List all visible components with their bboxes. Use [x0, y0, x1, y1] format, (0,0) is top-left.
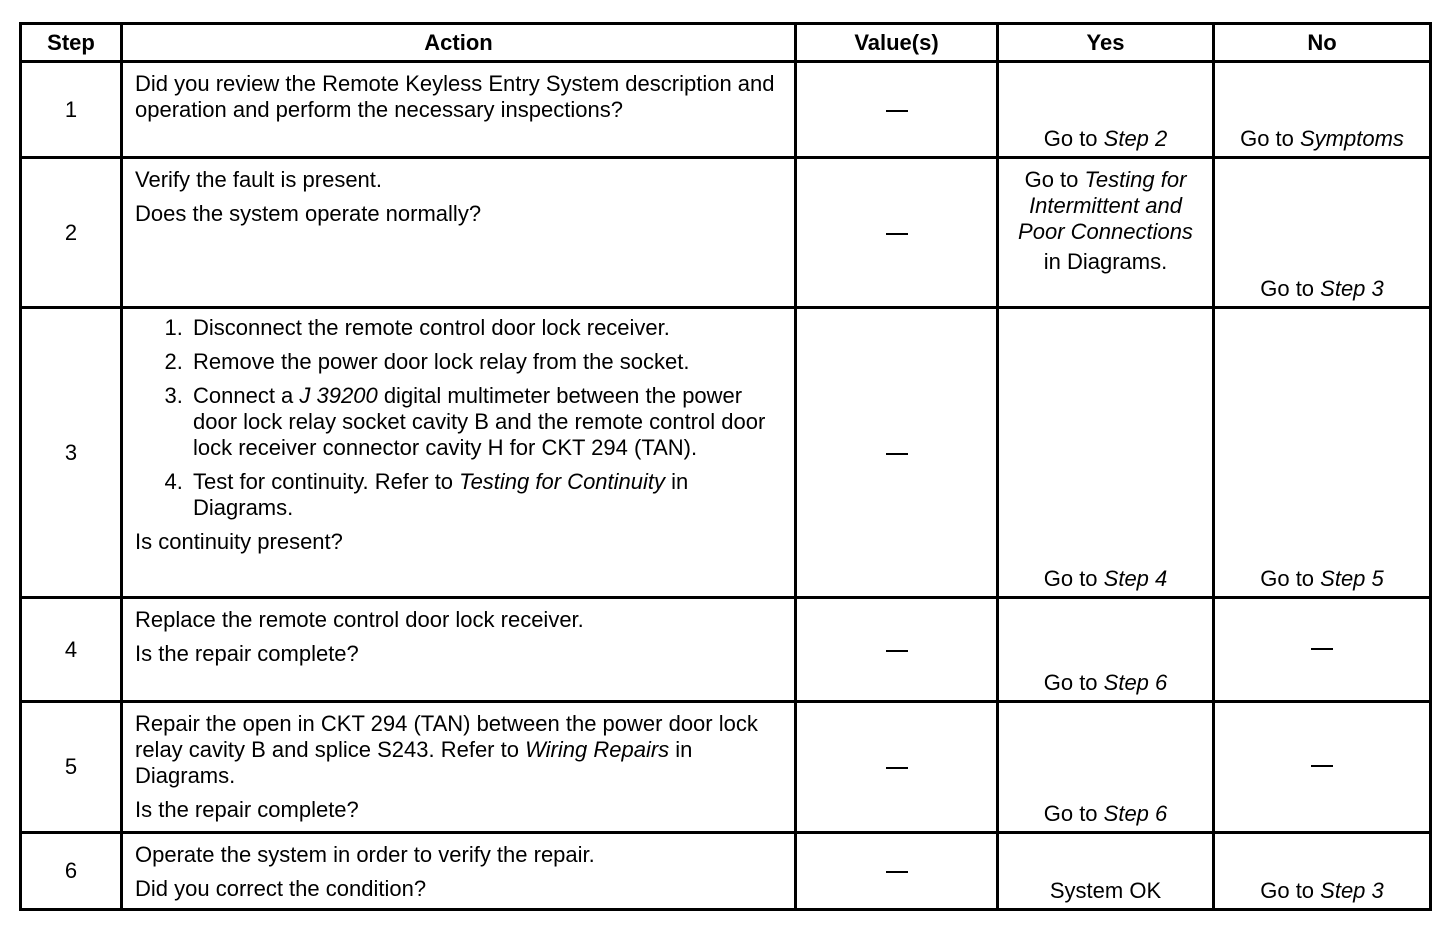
yes-reference: Testing for [1084, 167, 1187, 192]
list-item: 2. Remove the power door lock relay from the socket. [189, 349, 784, 375]
table-header-row [21, 24, 1431, 62]
value-dash [886, 233, 908, 235]
value-dash [886, 453, 908, 455]
no-cell [1214, 702, 1431, 833]
action-text: Operate the system in order to verify the repair. [135, 842, 595, 867]
no-reference: Step 5 [1320, 566, 1384, 591]
yes-result: System OK [1049, 878, 1162, 903]
header-action: Action [122, 24, 796, 62]
step-number: 3 [21, 308, 122, 598]
step-number: 5 [21, 702, 122, 833]
table-row-step-5 [21, 702, 1431, 833]
no-cell: Go to Symptoms [1214, 62, 1431, 158]
no-dash [1311, 765, 1333, 767]
action-question: Did you correct the condition? [135, 876, 427, 901]
no-reference: Symptoms [1300, 126, 1404, 151]
value-dash [886, 110, 908, 112]
table-row-step-2 [21, 158, 1431, 308]
list-item: 1. Disconnect the remote control door lock receiver. [189, 315, 784, 341]
list-item: 3. Connect a J 39200 digital multimeter between the power door lock relay socket cavity B and the remote control door lock receiver connector cavity H for CKT 294 (TAN). [189, 383, 784, 461]
step-number: 1 [21, 62, 122, 158]
value-dash [886, 650, 908, 652]
action-text: Repair the open in CKT 294 (TAN) between the power door lock relay cavity B and splice S243. Refer to Wiring Repairs in Diagrams. [135, 711, 758, 788]
action-cell [122, 598, 796, 702]
header-step: Step [21, 24, 122, 62]
header-yes: Yes [998, 24, 1214, 62]
action-cell [122, 62, 796, 158]
step-number: 4 [21, 598, 122, 702]
action-cell [122, 702, 796, 833]
value-cell [796, 62, 998, 158]
action-cell [122, 158, 796, 308]
no-cell: Go to Step 5 [1214, 308, 1431, 598]
list-item: 4. Test for continuity. Refer to Testing for Continuity in Diagrams. [189, 469, 784, 521]
yes-cell: Go to Step 2 [998, 62, 1214, 158]
no-cell: Go to Step 3 [1214, 158, 1431, 308]
doc-reference: Testing for Continuity [459, 469, 666, 494]
value-cell [796, 158, 998, 308]
no-reference: Step 3 [1320, 878, 1384, 903]
header-no: No [1214, 24, 1431, 62]
procedure-list [135, 315, 784, 521]
no-cell [1214, 598, 1431, 702]
value-cell [796, 702, 998, 833]
action-text: Verify the fault is present. [135, 167, 383, 192]
action-cell [122, 833, 796, 910]
action-question: Is the repair complete? [135, 797, 359, 822]
yes-reference: Step 6 [1103, 670, 1168, 695]
no-reference: Step 3 [1320, 276, 1384, 301]
table-row-step-6 [21, 833, 1431, 910]
action-text: Did you review the Remote Keyless Entry System description and operation and perform the necessary inspections? [135, 71, 775, 122]
tool-reference: J 39200 [299, 383, 378, 408]
yes-reference: Step 4 [1103, 566, 1168, 591]
no-dash [1311, 648, 1333, 650]
step-number: 6 [21, 833, 122, 910]
doc-reference: Wiring Repairs [525, 737, 670, 762]
yes-reference: Step 2 [1103, 126, 1168, 151]
action-text: Replace the remote control door lock receiver. [135, 607, 584, 632]
value-cell [796, 308, 998, 598]
table-row-step-1 [21, 62, 1431, 158]
header-values: Value(s) [796, 24, 998, 62]
action-question: Is continuity present? [135, 529, 343, 554]
diagnostic-table [19, 22, 1432, 911]
action-question: Does the system operate normally? [135, 201, 482, 226]
yes-cell: Go to Step 6 [998, 702, 1214, 833]
table-row-step-4 [21, 598, 1431, 702]
value-cell [796, 598, 998, 702]
table-row-step-3 [21, 308, 1431, 598]
action-question: Is the repair complete? [135, 641, 359, 666]
action-cell [122, 308, 796, 598]
yes-cell: Go to Testing for Intermittent and Poor Connections in Diagrams. [998, 158, 1214, 308]
no-cell: Go to Step 3 [1214, 833, 1431, 910]
yes-cell [998, 833, 1214, 910]
yes-cell: Go to Step 4 [998, 308, 1214, 598]
value-cell [796, 833, 998, 910]
yes-reference: Step 6 [1103, 801, 1168, 826]
value-dash [886, 871, 908, 873]
step-number: 2 [21, 158, 122, 308]
yes-cell: Go to Step 6 [998, 598, 1214, 702]
value-dash [886, 767, 908, 769]
